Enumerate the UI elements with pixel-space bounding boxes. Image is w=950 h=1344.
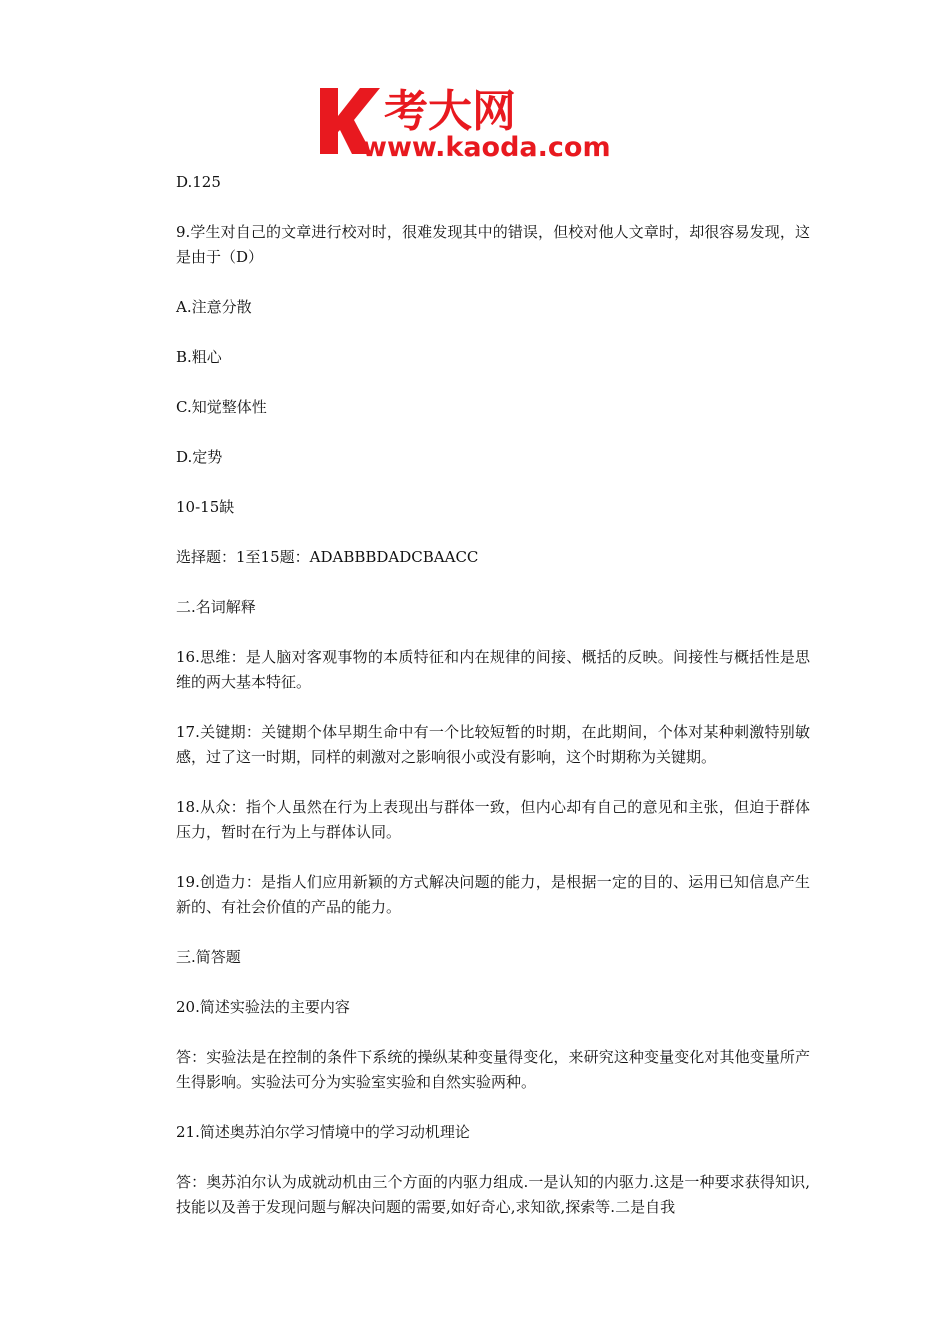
option-d: D.定势 (176, 448, 223, 466)
answer-key: 选择题：1至15题：ADABBBDADCBAACC (176, 548, 479, 566)
term-17: 17.关键期：关键期个体早期生命中有一个比较短暂的时期，在此期间，个体对某种刺激特别敏感，过了这一时期，同样的刺激对之影响很小或没有影响，这个时期称为关键期。 (176, 723, 810, 766)
term-18: 18.从众：指个人虽然在行为上表现出与群体一致，但内心却有自己的意见和主张，但迫于群体压力，暂时在行为上与群体认同。 (176, 798, 810, 841)
kaoda-logo-icon (318, 80, 638, 162)
logo-url: www.kaoda.com (362, 132, 611, 162)
question-21: 21.简述奥苏泊尔学习情境中的学习动机理论 (176, 1123, 470, 1141)
option-b: B.粗心 (176, 348, 222, 366)
logo-title: 考大网 (384, 86, 516, 137)
option-c: C.知觉整体性 (176, 398, 267, 416)
option-a: A.注意分散 (176, 298, 252, 316)
question-20: 20.简述实验法的主要内容 (176, 998, 350, 1016)
missing-questions-note: 10-15缺 (176, 498, 235, 516)
document-body (176, 170, 810, 1220)
answer-20: 答：实验法是在控制的条件下系统的操纵某种变量得变化，来研究这种变量变化对其他变量所产生得影响。实验法可分为实验室实验和自然实验两种。 (176, 1048, 810, 1091)
section-heading-short-answer: 三.简答题 (176, 948, 241, 966)
kaoda-logo (318, 80, 638, 162)
answer-21: 答：奥苏泊尔认为成就动机由三个方面的内驱力组成.一是认知的内驱力.这是一种要求获得知识,技能以及善于发现问题与解决问题的需要,如好奇心,求知欲,探索等.二是自我 (176, 1173, 810, 1216)
term-19: 19.创造力：是指人们应用新颖的方式解决问题的能力，是根据一定的目的、运用已知信息产生新的、有社会价值的产品的能力。 (176, 873, 810, 916)
section-heading-terms: 二.名词解释 (176, 598, 256, 616)
term-16: 16.思维：是人脑对客观事物的本质特征和内在规律的间接、概括的反映。间接性与概括性是思维的两大基本特征。 (176, 648, 810, 691)
option-d-125: D.125 (176, 173, 221, 191)
question-9: 9.学生对自己的文章进行校对时，很难发现其中的错误，但校对他人文章时，却很容易发现，这是由于（D） (176, 223, 810, 266)
